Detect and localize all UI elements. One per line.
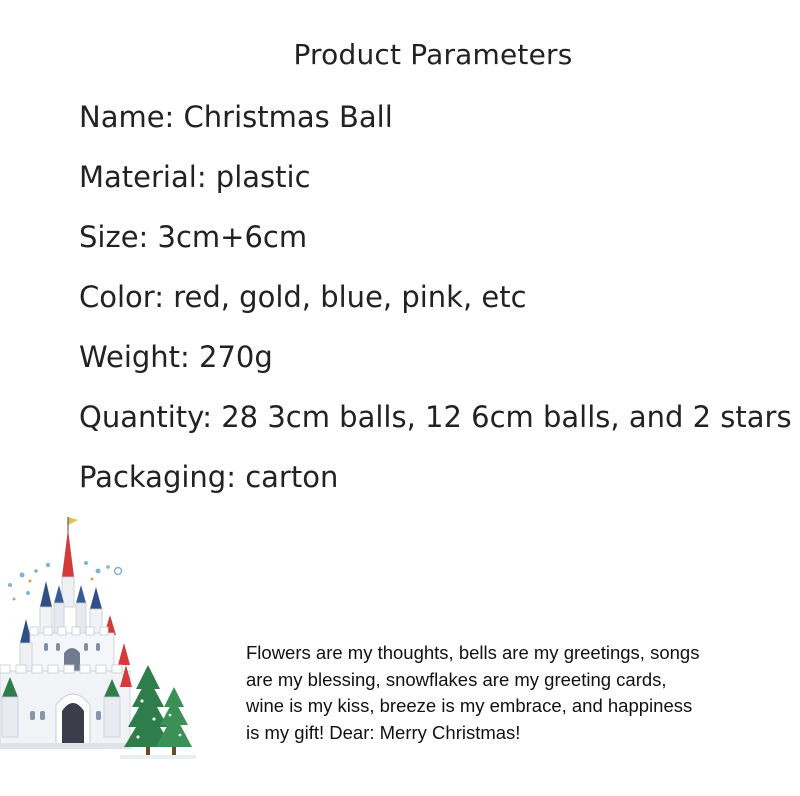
parameter-name: Name: Christmas Ball <box>79 100 393 134</box>
parameter-quantity: Quantity: 28 3cm balls, 12 6cm balls, and 2 stars <box>79 400 792 434</box>
parameter-weight: Weight: 270g <box>79 340 273 374</box>
parameter-packaging: Packaging: carton <box>79 460 339 494</box>
greeting-line: are my blessing, snowflakes are my greeting cards, <box>246 668 667 690</box>
parameter-size: Size: 3cm+6cm <box>79 220 308 254</box>
parameter-color: Color: red, gold, blue, pink, etc <box>79 280 527 314</box>
greeting-line: is my gift! Dear: Merry Christmas! <box>246 721 521 743</box>
parameter-list <box>79 96 792 516</box>
greeting-text <box>246 640 746 746</box>
parameter-material: Material: plastic <box>79 160 311 194</box>
greeting-line: Flowers are my thoughts, bells are my greetings, songs <box>246 642 700 663</box>
greeting-line: wine is my kiss, breeze is my embrace, and happiness <box>246 695 693 716</box>
castle-with-christmas-trees-icon <box>0 515 200 775</box>
page-title: Product Parameters <box>293 38 573 71</box>
